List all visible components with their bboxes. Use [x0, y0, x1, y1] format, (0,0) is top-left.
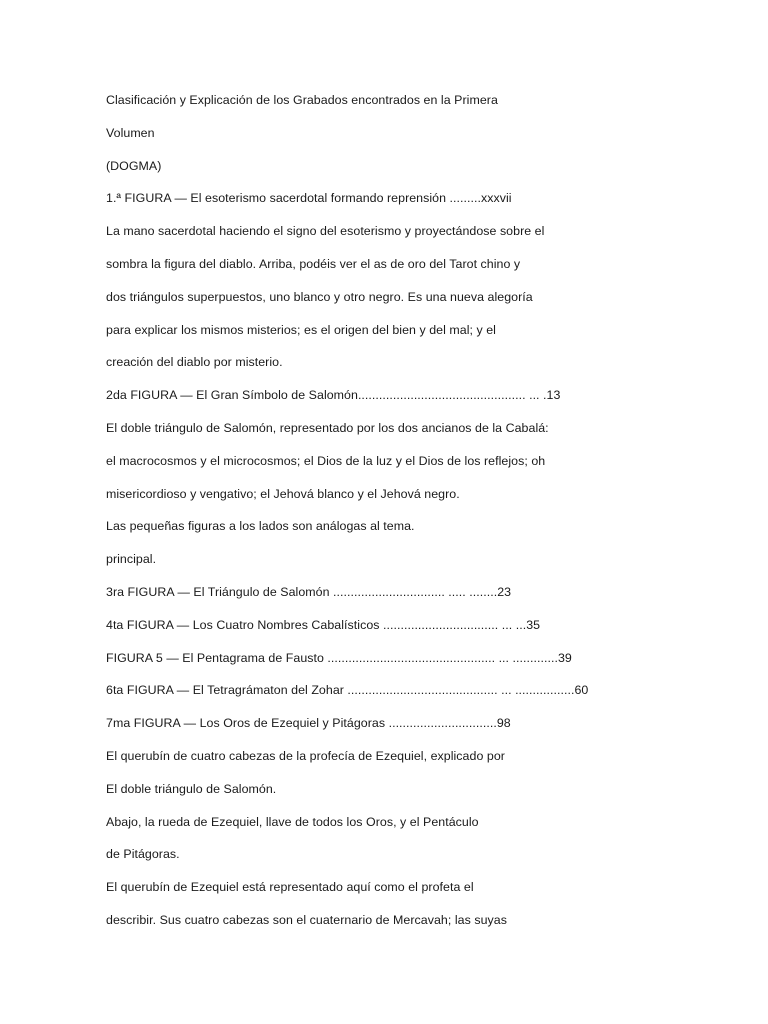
toc-entry: 3ra FIGURA — El Triángulo de Salomón ................................ ..... ........23 — [106, 584, 512, 599]
toc-entry: 6ta FIGURA — El Tetragrámaton del Zohar ........................................... ... .................60 — [106, 683, 589, 698]
text-line: misericordioso y vengativo; el Jehová blanco y el Jehová negro. — [106, 486, 460, 501]
text-line: describir. Sus cuatro cabezas son el cuaternario de Mercavah; las suyas — [106, 912, 507, 927]
toc-entry: 1.ª FIGURA — El esoterismo sacerdotal formando reprensión .........xxxvii — [106, 191, 512, 206]
text-line: dos triángulos superpuestos, uno blanco y otro negro. Es una nueva alegoría — [106, 289, 533, 304]
text-line: el macrocosmos y el microcosmos; el Dios de la luz y el Dios de los reflejos; oh — [106, 453, 546, 468]
toc-entry: FIGURA 5 — El Pentagrama de Fausto ................................................ ... .............39 — [106, 650, 572, 665]
text-line: El querubín de cuatro cabezas de la profecía de Ezequiel, explicado por — [106, 748, 505, 763]
toc-entry: 7ma FIGURA — Los Oros de Ezequiel y Pitágoras ...............................98 — [106, 716, 511, 731]
toc-entry: 2da FIGURA — El Gran Símbolo de Salomón................................................ ... .13 — [106, 388, 561, 403]
heading-line: Clasificación y Explicación de los Grabados encontrados en la Primera — [106, 93, 498, 107]
text-line: El doble triángulo de Salomón. — [106, 781, 277, 796]
heading-line: Volumen — [106, 125, 155, 140]
text-line: El querubín de Ezequiel está representado aquí como el profeta el — [106, 880, 474, 895]
text-line: Abajo, la rueda de Ezequiel, llave de todos los Oros, y el Pentáculo — [106, 814, 479, 829]
text-line: de Pitágoras. — [106, 847, 180, 862]
heading-line: (DOGMA) — [106, 158, 162, 173]
document-body — [106, 90, 746, 943]
text-line: para explicar los mismos misterios; es el origen del bien y del mal; y el — [106, 322, 496, 337]
text-line: El doble triángulo de Salomón, representado por los dos ancianos de la Cabalá: — [106, 420, 549, 435]
text-line: creación del diablo por misterio. — [106, 355, 283, 370]
text-line: Las pequeñas figuras a los lados son análogas al tema. — [106, 519, 415, 534]
text-line: principal. — [106, 552, 157, 567]
text-line: sombra la figura del diablo. Arriba, podéis ver el as de oro del Tarot chino y — [106, 256, 521, 271]
text-line: La mano sacerdotal haciendo el signo del esoterismo y proyectándose sobre el — [106, 224, 545, 239]
toc-entry: 4ta FIGURA — Los Cuatro Nombres Cabalísticos ................................. ... ...35 — [106, 617, 541, 632]
